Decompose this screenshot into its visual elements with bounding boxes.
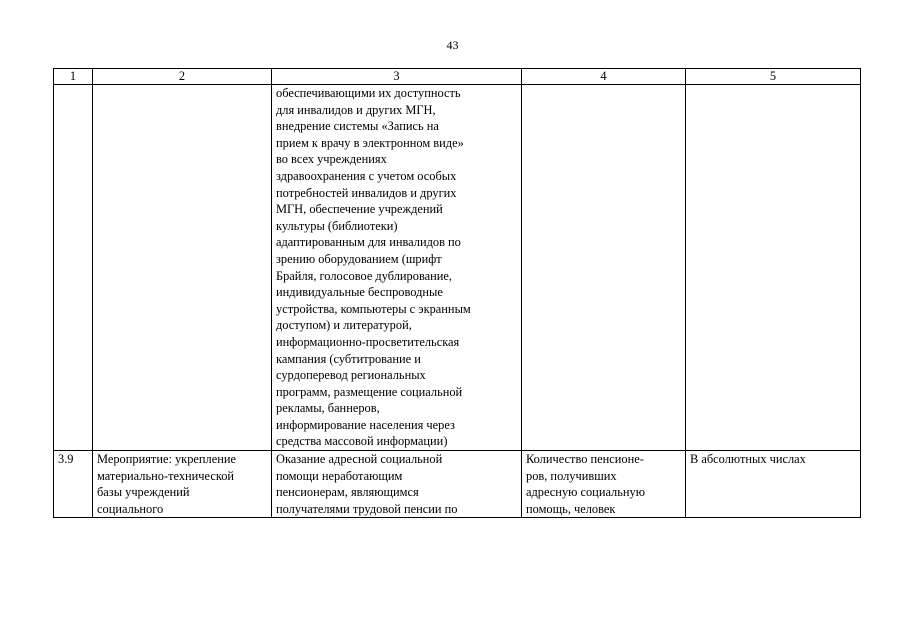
column-header-4: 4: [522, 69, 686, 85]
event-cell: Мероприятие: укрепление материально-технической базы учреждений социального: [93, 451, 272, 518]
row-number-cell: 3.9: [54, 451, 93, 518]
column-header-2: 2: [93, 69, 272, 85]
table-row: [54, 451, 861, 518]
measure-cell: обеспечивающими их доступность для инвалидов и других МГН, внедрение системы «Запись на прием к врачу в электронном виде» во всех учреждениях здравоохранения с учетом особых потребностей инвалидов и других МГН, обеспечение учреждений культуры (библиотеки) адаптированным для инвалидов по зрению оборудованием (шрифт Брайля, голосовое дублирование, индивидуальные беспроводные устройства, компьютеры с экранным доступом) и литературой, информационно-просветительская кампания (субтитрование и сурдоперевод региональных программ, размещение социальной рекламы, баннеров, информирование населения через средства массовой информации): [272, 85, 522, 451]
page-number: 43: [446, 38, 459, 52]
table-header-row: [54, 69, 861, 85]
data-table: [53, 68, 861, 518]
row-number-cell: [54, 85, 93, 451]
measure-cell: Оказание адресной социальной помощи неработающим пенсионерам, являющимся получателями трудовой пенсии по: [272, 451, 522, 518]
unit-cell: [686, 85, 861, 451]
unit-cell: В абсолютных числах: [686, 451, 861, 518]
column-header-1: 1: [54, 69, 93, 85]
column-header-3: 3: [272, 69, 522, 85]
indicator-cell: [522, 85, 686, 451]
indicator-cell: Количество пенсионе- ров, получивших адресную социальную помощь, человек: [522, 451, 686, 518]
table-row: [54, 85, 861, 451]
column-header-5: 5: [686, 69, 861, 85]
event-cell: [93, 85, 272, 451]
